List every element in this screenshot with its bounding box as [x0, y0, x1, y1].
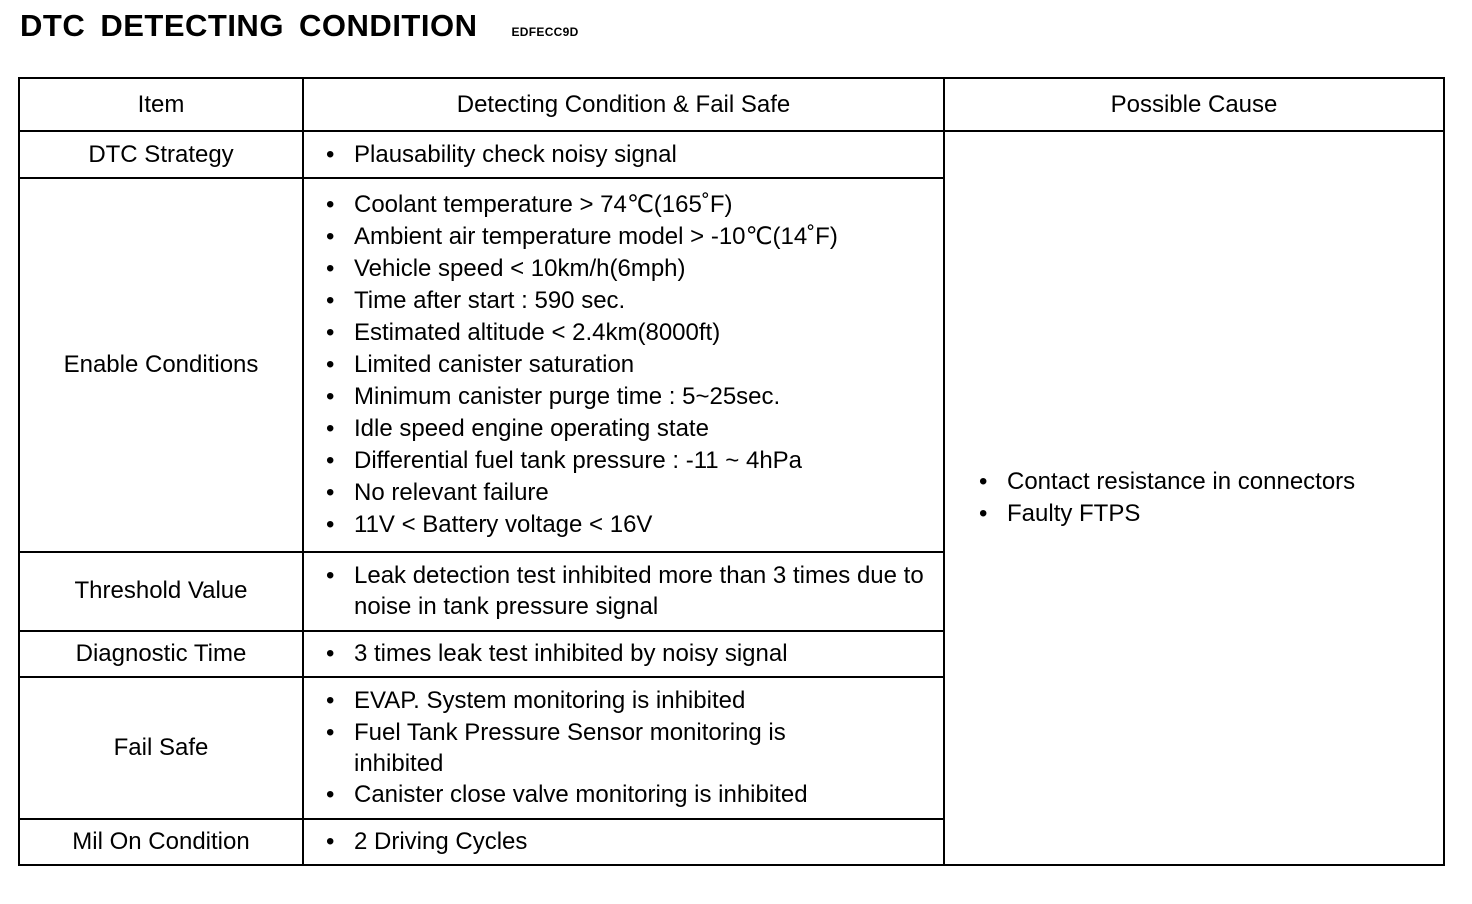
- header-row: [19, 78, 1444, 131]
- item-dtc-strategy: DTC Strategy: [19, 131, 303, 178]
- dtc-table: [18, 77, 1445, 866]
- condition-cell: [303, 552, 944, 631]
- header-condition: Detecting Condition & Fail Safe: [303, 78, 944, 131]
- table-row: [19, 131, 1444, 178]
- condition-list: [326, 638, 937, 670]
- item-diagnostic-time: Diagnostic Time: [19, 631, 303, 677]
- item-threshold-value: Threshold Value: [19, 552, 303, 631]
- condition-cell: [303, 819, 944, 865]
- cause-list: [979, 466, 1443, 530]
- header-item: Item: [19, 78, 303, 131]
- list-item: • Coolant temperature > 74℃(165˚F): [326, 189, 937, 221]
- list-item: • Fuel Tank Pressure Sensor monitoring is inhibited: [326, 717, 937, 779]
- list-item: • Ambient air temperature model > -10℃(14˚F): [326, 221, 937, 253]
- condition-cell: [303, 677, 944, 819]
- condition-list: [326, 189, 937, 541]
- condition-cell: [303, 178, 944, 552]
- condition-cell: [303, 631, 944, 677]
- list-item: • Time after start : 590 sec.: [326, 285, 937, 317]
- condition-list: [326, 139, 937, 171]
- list-item: • 11V < Battery voltage < 16V: [326, 509, 937, 541]
- item-enable-conditions: Enable Conditions: [19, 178, 303, 552]
- item-fail-safe: Fail Safe: [19, 677, 303, 819]
- list-item: • Differential fuel tank pressure : -11 ~ 4hPa: [326, 445, 937, 477]
- list-item: • Contact resistance in connectors: [979, 466, 1443, 498]
- list-item: • Idle speed engine operating state: [326, 413, 937, 445]
- item-mil-on-condition: Mil On Condition: [19, 819, 303, 865]
- list-item: • No relevant failure: [326, 477, 937, 509]
- condition-cell: [303, 131, 944, 178]
- document-code: EDFECC9D: [511, 25, 579, 39]
- list-item: • Vehicle speed < 10km/h(6mph): [326, 253, 937, 285]
- list-item: • 3 times leak test inhibited by noisy signal: [326, 638, 937, 670]
- title-row: [20, 8, 579, 48]
- condition-list: [326, 560, 937, 622]
- list-item: • Canister close valve monitoring is inhibited: [326, 779, 937, 811]
- list-item: • Plausability check noisy signal: [326, 139, 937, 171]
- page-title: DTC DETECTING CONDITION: [20, 8, 478, 43]
- possible-cause-cell: [944, 131, 1444, 865]
- list-item: • EVAP. System monitoring is inhibited: [326, 685, 937, 717]
- condition-list: [326, 685, 937, 811]
- list-item: • Faulty FTPS: [979, 498, 1443, 530]
- list-item: • 2 Driving Cycles: [326, 826, 937, 858]
- list-item: • Leak detection test inhibited more than 3 times due to noise in tank pressure signal: [326, 560, 937, 622]
- condition-list: [326, 826, 937, 858]
- list-item: • Estimated altitude < 2.4km(8000ft): [326, 317, 937, 349]
- header-cause: Possible Cause: [944, 78, 1444, 131]
- list-item: • Limited canister saturation: [326, 349, 937, 381]
- list-item: • Minimum canister purge time : 5~25sec.: [326, 381, 937, 413]
